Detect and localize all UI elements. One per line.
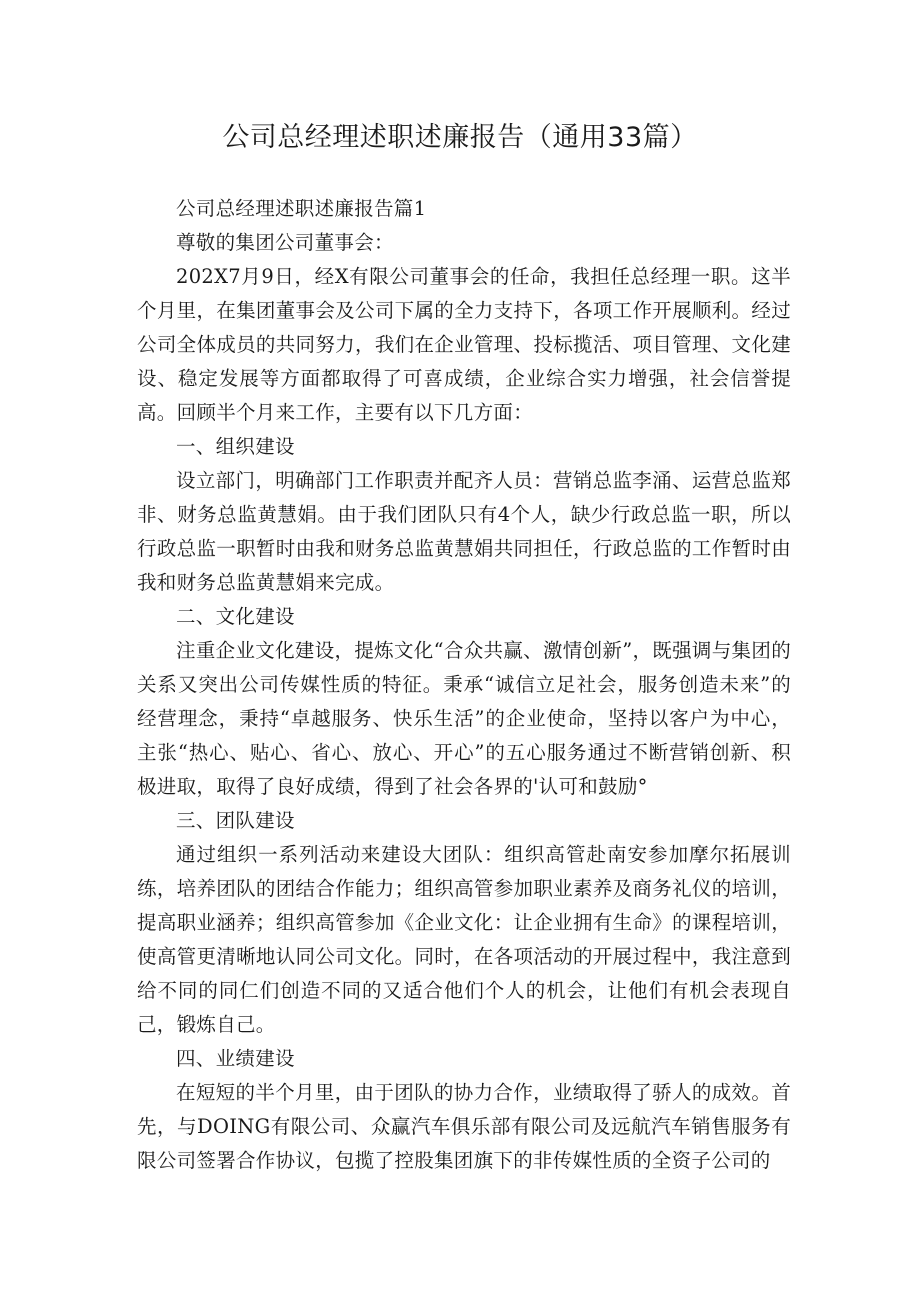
section-heading: 公司总经理述职述廉报告篇1 — [176, 197, 427, 220]
body-paragraph: 设立部门，明确部门工作职责并配齐人员：营销总监李涌、运营总监郑非、财务总监黄慧娟。由于我们团队只有4个人，缺少行政总监一职，所以行政总监一职暂时由我和财务总监黄慧娟共同担任，行政总监的工作暂时由我和财务总监黄慧娟来完成。 — [137, 469, 791, 594]
section-heading: 四、业绩建设 — [176, 1047, 295, 1070]
document-title: 公司总经理述职述廉报告（通用33篇） — [222, 122, 698, 153]
document-body — [137, 192, 791, 1178]
body-paragraph: 在短短的半个月里，由于团队的协力合作，业绩取得了骄人的成效。首先，与DOING有限公司、众赢汽车俱乐部有限公司及远航汽车销售服务有限公司签署合作协议，包揽了控股集团旗下的非传媒性质的全资子公司的 — [137, 1081, 791, 1172]
salutation: 尊敬的集团公司董事会： — [176, 231, 394, 254]
body-paragraph: 注重企业文化建设，提炼文化“合众共赢、激情创新”，既强调与集团的关系又突出公司传媒性质的特征。秉承“诚信立足社会，服务创造未来”的经营理念，秉持“卓越服务、快乐生活”的企业使命，坚持以客户为中心，主张“热心、贴心、省心、放心、开心”的五心服务通过不断营销创新、积极进取，取得了良好成绩，得到了社会各界的'认可和鼓励° — [137, 639, 791, 798]
section-heading: 一、组织建设 — [176, 435, 295, 458]
section-heading: 二、文化建设 — [176, 605, 295, 628]
section-heading: 三、团队建设 — [176, 809, 295, 832]
body-paragraph: 通过组织一系列活动来建设大团队：组织高管赴南安参加摩尔拓展训练，培养团队的团结合作能力；组织高管参加职业素养及商务礼仪的培训，提高职业涵养；组织高管参加《企业文化：让企业拥有生命》的课程培训，使高管更清晰地认同公司文化。同时，在各项活动的开展过程中，我注意到给不同的同仁们创造不同的又适合他们个人的机会，让他们有机会表现自己，锻炼自己。 — [137, 843, 791, 1036]
body-paragraph: 202X7月9日，经X有限公司董事会的任命，我担任总经理一职。这半个月里，在集团董事会及公司下属的全力支持下，各项工作开展顺利。经过公司全体成员的共同努力，我们在企业管理、投标揽活、项目管理、文化建设、稳定发展等方面都取得了可喜成绩，企业综合实力增强，社会信誉提高。回顾半个月来工作，主要有以下几方面： — [137, 265, 791, 424]
